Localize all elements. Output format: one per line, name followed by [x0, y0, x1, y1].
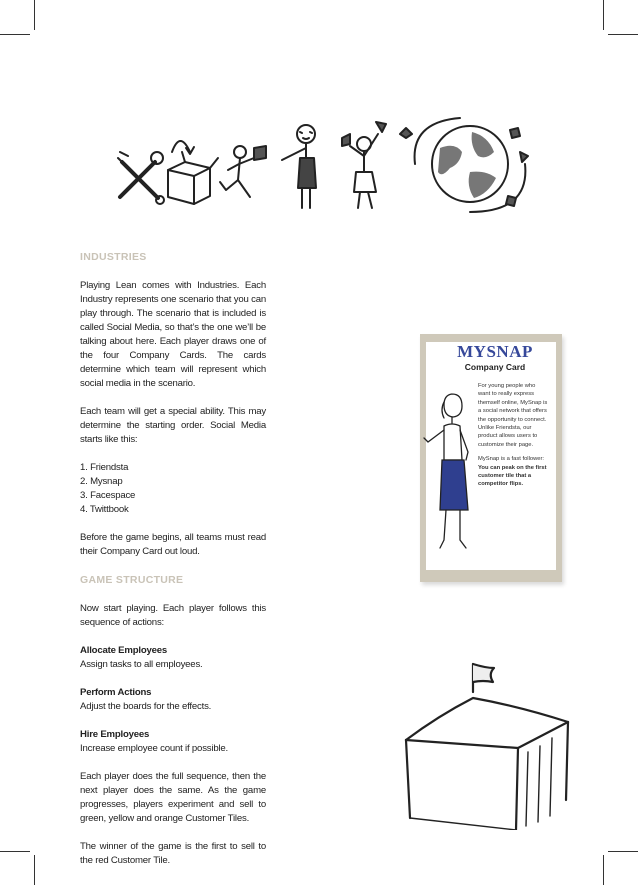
- crop-mark: [608, 34, 638, 35]
- header-illustration: [110, 112, 530, 220]
- crop-mark: [608, 851, 638, 852]
- card-subtitle: Company Card: [464, 362, 526, 372]
- card-description: [478, 382, 548, 495]
- list-item: 1. Friendsta: [80, 462, 129, 473]
- card-ability-intro: MySnap is a fast follower:: [478, 456, 545, 463]
- card-ability: [478, 455, 548, 489]
- industries-heading: INDUSTRIES: [80, 251, 147, 263]
- step-text: Assign tasks to all employees.: [80, 659, 203, 670]
- celebrating-person-icon: [342, 122, 386, 208]
- crop-mark: [0, 34, 30, 35]
- company-card: [420, 334, 562, 582]
- running-person-icon: [220, 146, 266, 197]
- pointing-person-icon: [282, 125, 316, 208]
- step-title: Perform Actions: [80, 687, 152, 698]
- card-ability-bold: You can peak on the first customer tile that a competitor flips.: [478, 464, 547, 488]
- crop-mark: [34, 855, 35, 885]
- card-desc-text: For young people who want to really express themself online, MySnap is a social network that offers the opportunity to connect. Unlike Friendsta, our product allows users to customize their page.: [478, 383, 548, 448]
- crop-mark: [603, 0, 604, 30]
- tools-icon: [118, 152, 164, 204]
- list-item: 4. Twittbook: [80, 504, 129, 515]
- crop-mark: [603, 855, 604, 885]
- crop-mark: [34, 0, 35, 30]
- box-icon: [168, 152, 218, 204]
- winner-paragraph: The winner of the game is the first to sell to the red Customer Tile.: [80, 841, 266, 866]
- game-structure-heading: GAME STRUCTURE: [80, 574, 184, 586]
- game-intro-paragraph: Now start playing. Each player follows this sequence of actions:: [80, 603, 266, 628]
- read-card-paragraph: Before the game begins, all teams must read their Company Card out loud.: [80, 532, 266, 557]
- woman-figure-icon: [422, 390, 482, 560]
- company-list: [80, 461, 266, 517]
- sequence-paragraph: Each player does the full sequence, then the next player does the same. As the game progresses, players experiment and sell to green, yellow and orange Customer Tiles.: [80, 771, 266, 824]
- card-title: MYSNAP: [457, 342, 533, 361]
- industries-paragraph: Playing Lean comes with Industries. Each Industry represents one scenario that you can play through. The scenario that is included is called Social Media, so that’s the one we’ll be talking about here. Each player draws one of the four Company Cards. The cards determine which team will represent which social media in the scenario.: [80, 280, 266, 389]
- crop-mark: [0, 851, 30, 852]
- step-title: Hire Employees: [80, 729, 150, 740]
- step-title: Allocate Employees: [80, 645, 168, 656]
- step-text: Increase employee count if possible.: [80, 743, 228, 754]
- list-item: 3. Facespace: [80, 490, 136, 501]
- globe-icon: [400, 118, 528, 212]
- ability-paragraph: Each team will get a special ability. This may determine the starting order. Social Media starts like this:: [80, 406, 266, 445]
- text-column: [80, 250, 266, 882]
- building-icon: [398, 660, 578, 830]
- step-text: Adjust the boards for the effects.: [80, 701, 212, 712]
- list-item: 2. Mysnap: [80, 476, 123, 487]
